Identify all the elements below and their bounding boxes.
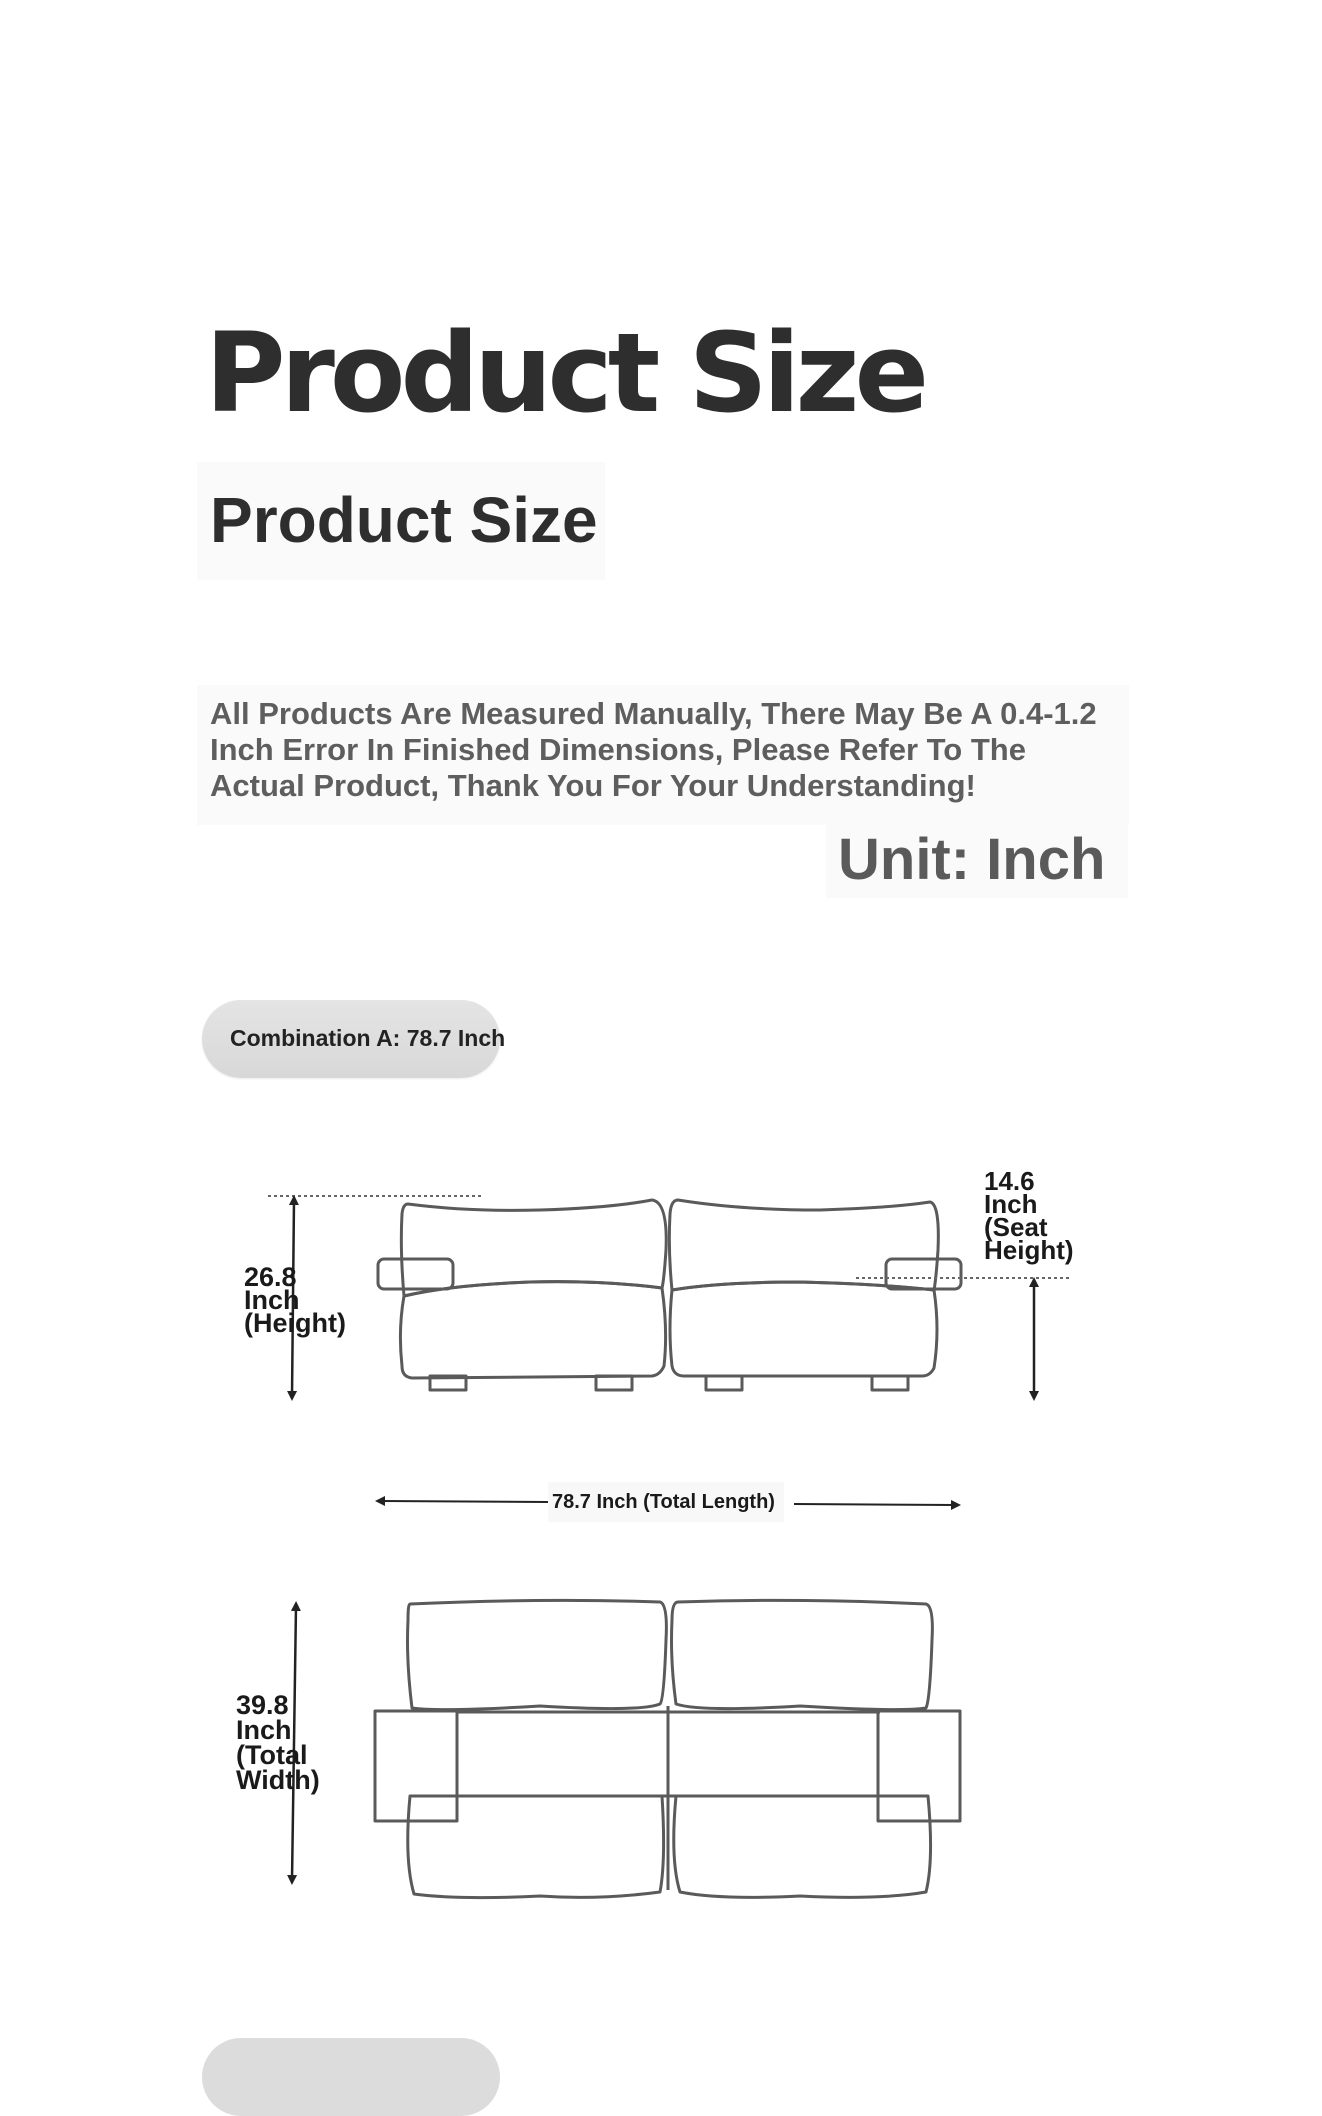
length-dimension-label: 78.7 Inch (Total Length) — [552, 1491, 775, 1513]
unit-label: Unit: Inch — [838, 827, 1106, 892]
measurement-notice: All Products Are Measured Manually, There May Be A 0.4-1.2 Inch Error In Finished Dimensions, Please Refer To The Actual Product, Thank You For Your Understanding! — [210, 696, 1097, 803]
width-dimension-label: 39.8 Inch (Total Width) — [236, 1690, 320, 1795]
double-arrow-horizontal-icon — [794, 1504, 956, 1505]
sofa-front-view-icon — [378, 1200, 961, 1390]
sofa-top-view-icon — [375, 1600, 960, 1897]
next-combination-tab[interactable] — [202, 2038, 500, 2116]
double-arrow-horizontal-icon — [380, 1501, 548, 1502]
section-title: Product Size — [210, 484, 598, 556]
seat-height-dimension-label: 14.6 Inch (Seat Height) — [984, 1166, 1074, 1265]
combination-label: Combination A: 78.7 Inch — [230, 1025, 506, 1051]
page-title: Product Size — [205, 309, 925, 437]
height-dimension-label: 26.8 Inch (Height) — [244, 1262, 346, 1338]
